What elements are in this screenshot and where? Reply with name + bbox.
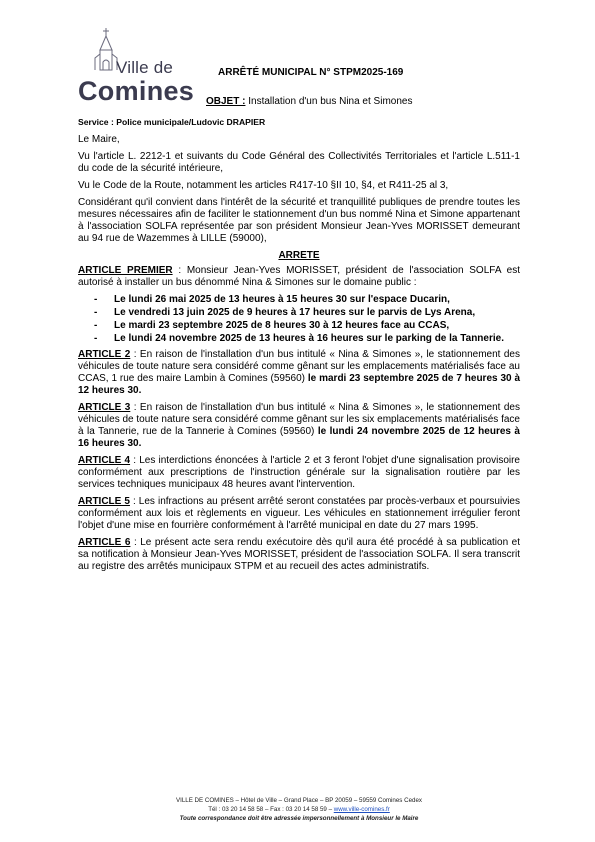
object-text: Installation d'un bus Nina et Simones [245,96,413,107]
article-3 [78,402,520,450]
article-label: ARTICLE 5 [78,496,130,507]
list-item: - Le lundi 26 mai 2025 de 13 heures à 15 heures 30 sur l'espace Ducarin, [94,294,450,305]
date-text: Le lundi 26 mai 2025 de 13 heures à 15 heures 30 sur l'espace Ducarin, [114,294,450,305]
arrete-heading: ARRETE [278,250,320,261]
service-line: Service : Police municipale/Ludovic DRAPIER [78,117,266,127]
article-text: : Les interdictions énoncées à l'article 2 et 3 feront l'objet d'une signalisation provisoire conformément aux prescriptions de l'instruction générale sur la signalisation routière par les services techniques municipaux 48 heures avant l'intervention. [78,455,520,490]
list-item: - Le vendredi 13 juin 2025 de 9 heures à 17 heures sur le parvis de Lys Arena, [94,307,476,318]
logo-line-ville: Ville de [116,58,174,77]
article-2 [78,349,520,397]
page-footer [78,796,520,823]
intro-paragraph: Vu l'article L. 2212-1 et suivants du Code Général des Collectivités Territoriales et l'article L.511-1 du code de la sécurité intérieure, [78,151,520,174]
date-text: Le mardi 23 septembre 2025 de 8 heures 30 à 12 heures face au CCAS, [114,320,450,331]
footer-note: Toute correspondance doit être adressée impersonnellement à Monsieur le Maire [179,815,419,822]
article-label: ARTICLE 4 [78,455,131,466]
list-item: - Le lundi 24 novembre 2025 de 13 heures à 16 heures sur le parking de la Tannerie. [94,333,504,344]
article-label: ARTICLE PREMIER [78,265,173,276]
document-body [78,134,520,578]
object-line [206,96,412,107]
article-bold-text: le mardi 23 septembre 2025 de 7 heures 30 à 12 heures 30. [78,373,521,396]
article-text: : En raison de l'installation d'un bus intitulé « Nina & Simones », le stationnement des véhicules de toute nature sera considéré comme gênant sur les emplacements matérialisés face au CCAS, 1 rue des maire Lambin à Comines (59560) [78,349,520,384]
date-text: Le lundi 24 novembre 2025 de 13 heures à 16 heures sur le parking de la Tannerie. [114,333,504,344]
article-text: : Le présent acte sera rendu exécutoire dès qu'il aura été procédé à sa publication et sa notification à Monsieur Jean-Yves MORISSET, président de l'association SOLFA. Il sera transcrit au registre des arrêtés municipaux STPM et au recueil des actes administratifs. [78,537,520,572]
article-text: : Les infractions au présent arrêté seront constatées par procès-verbaux et poursuivies conformément aux lois et règlements en vigueur. Les véhicules en stationnement irrégulier feront l'objet d'une mise en fourrière conformément à l'arrêté municipal en date du 27 mars 1995. [78,496,520,531]
article-bold-text: le lundi 24 novembre 2025 de 12 heures à 16 heures 30. [78,426,520,449]
intro-paragraph: Le Maire, [78,134,120,145]
website-link[interactable]: www.ville-comines.fr [333,806,390,813]
article-premier [78,265,520,289]
authorized-dates-list [78,294,520,345]
article-6 [78,537,520,573]
footer-contact [78,805,520,814]
article-4 [78,455,520,491]
city-logo [78,28,198,110]
footer-address: VILLE DE COMINES – Hôtel de Ville – Grand Place – BP 20059 – 59559 Comines Cedex [175,797,423,804]
footer-phone-fax: Tél : 03 20 14 58 58 – Fax : 03 20 14 58 59 – [208,806,334,813]
logo-line-comines: Comines [78,76,195,106]
intro-paragraph: Considérant qu'il convient dans l'intérêt de la sécurité et tranquillité publiques de prendre toutes les mesures nécessaires afin de faciliter le stationnement d'un bus nommé Nina et Simone appartenant à l'association SOLFA représentée par son président Monsieur Jean-Yves MORISSET demeurant au 94 rue de Wazemmes à LILLE (59000), [78,197,520,244]
date-text: Le vendredi 13 juin 2025 de 9 heures à 17 heures sur le parvis de Lys Arena, [114,307,476,318]
article-label: ARTICLE 6 [78,537,131,548]
intro-paragraph: Vu le Code de la Route, notamment les articles R417-10 §II 10, §4, et R411-25 al 3, [78,180,449,191]
list-item: - Le mardi 23 septembre 2025 de 8 heures 30 à 12 heures face au CCAS, [94,320,450,331]
article-label: ARTICLE 2 [78,349,131,360]
article-text: : Monsieur Jean-Yves MORISSET, président de l'association SOLFA est autorisé à installer un bus dénommé Nina & Simones sur le domaine public : [78,265,520,288]
document-title: ARRÊTÉ MUNICIPAL N° STPM2025-169 [218,67,404,78]
article-5 [78,496,520,532]
object-label: OBJET : [206,96,246,107]
article-text: : En raison de l'installation d'un bus intitulé « Nina & Simones », le stationnement des véhicules de toute nature sera considéré comme gênant sur les six emplacements matérialisés face à la Tannerie, rue de la Tannerie à Comines (59560) [78,402,520,437]
article-label: ARTICLE 3 [78,402,131,413]
